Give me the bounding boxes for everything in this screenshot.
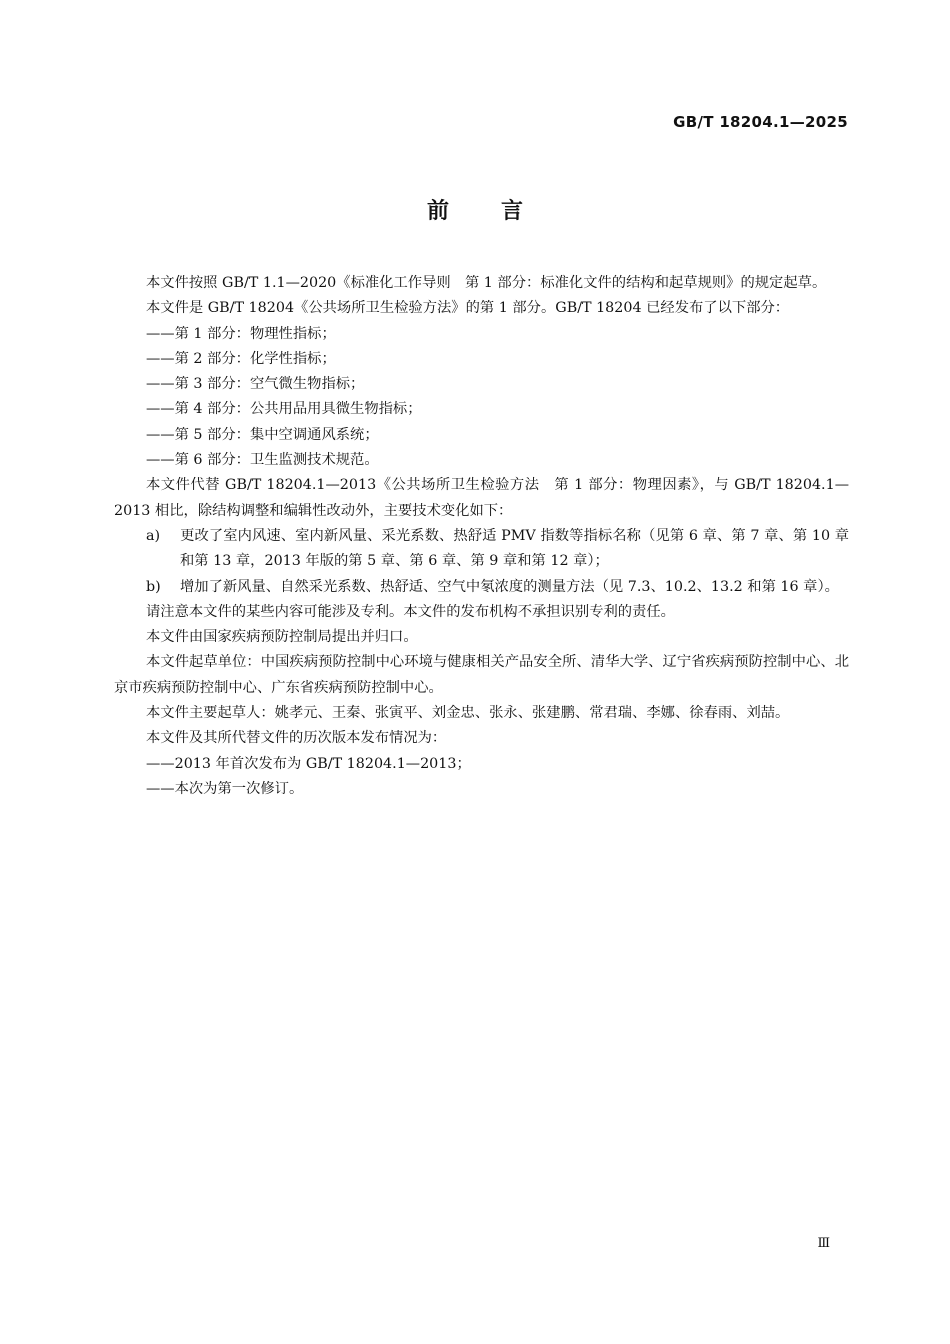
page-number: Ⅲ	[817, 1236, 830, 1251]
paragraph-history-intro: 本文件及其所代替文件的历次版本发布情况为：	[146, 730, 447, 747]
list-item-part: ——第 2 部分：化学性指标；	[146, 350, 336, 367]
change-item-b	[114, 575, 849, 600]
change-label: b)	[146, 578, 161, 595]
paragraph-proposer: 本文件由国家疾病预防控制局提出并归口。	[146, 629, 418, 646]
paragraph-series-intro: 本文件是 GB/T 18204《公共场所卫生检验方法》的第 1 部分。GB/T 18204 已经发布了以下部分：	[146, 300, 790, 317]
list-item-part: ——第 6 部分：卫生监测技术规范。	[146, 452, 379, 469]
list-item-history: ——2013 年首次发布为 GB/T 18204.1—2013；	[146, 755, 471, 772]
list-item-part: ——第 4 部分：公共用品用具微生物指标；	[146, 401, 422, 418]
paragraph-drafting-rules: 本文件按照 GB/T 1.1—2020《标准化工作导则 第 1 部分：标准化文件的结构和起草规则》的规定起草。	[146, 275, 827, 291]
change-text: 更改了室内风速、室内新风量、采光系数、热舒适 PMV 指数等指标名称（见第 6 章、第 7 章、第 10 章和第 13 章，2013 年版的第 5 章、第 6 章、第 9 章和第 12 章）；	[180, 527, 849, 570]
paragraph-replacement: 本文件代替 GB/T 18204.1—2013《公共场所卫生检验方法 第 1 部分：物理因素》，与 GB/T 18204.1—2013 相比，除结构调整和编辑性改动外，主要技术变化如下：	[114, 477, 849, 519]
list-item-part: ——第 1 部分：物理性指标；	[146, 325, 336, 342]
paragraph-drafting-units: 本文件起草单位：中国疾病预防控制中心环境与健康相关产品安全所、清华大学、辽宁省疾病预防控制中心、北京市疾病预防控制中心、广东省疾病预防控制中心。	[114, 654, 849, 696]
list-item-history: ——本次为第一次修订。	[146, 780, 304, 797]
change-item-a	[114, 524, 849, 575]
foreword-body	[114, 271, 849, 802]
standard-code: GB/T 18204.1—2025	[673, 113, 848, 131]
paragraph-patent-notice: 请注意本文件的某些内容可能涉及专利。本文件的发布机构不承担识别专利的责任。	[146, 603, 675, 620]
page-title: 前言	[426, 199, 575, 224]
paragraph-drafters: 本文件主要起草人：姚孝元、王秦、张寅平、刘金忠、张永、张建鹏、常君瑞、李娜、徐春雨、刘喆。	[146, 705, 790, 722]
list-item-part: ——第 3 部分：空气微生物指标；	[146, 376, 365, 393]
change-text: 增加了新风量、自然采光系数、热舒适、空气中氡浓度的测量方法（见 7.3、10.2、13.2 和第 16 章）。	[180, 578, 839, 595]
list-item-part: ——第 5 部分：集中空调通风系统；	[146, 426, 379, 443]
change-label: a)	[146, 527, 161, 544]
